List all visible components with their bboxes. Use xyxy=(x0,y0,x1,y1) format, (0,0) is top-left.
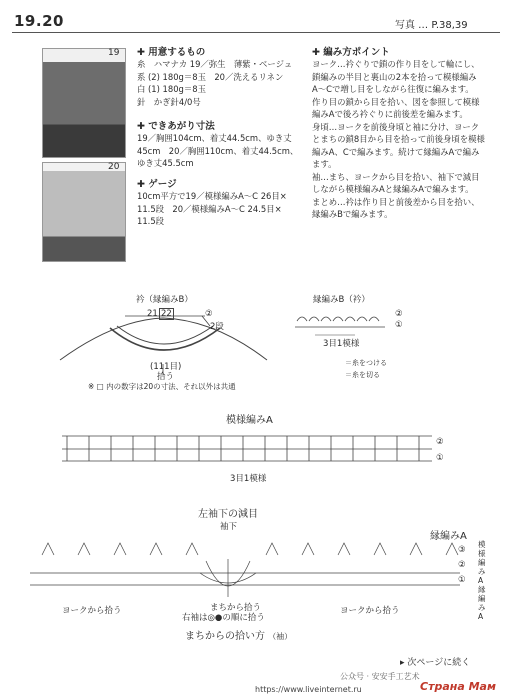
edging-a-vertical-label: 模様編みA縁編みA xyxy=(478,540,486,621)
collar-rows: 2段 xyxy=(210,322,224,332)
sleeve-title: 左袖下の減目 xyxy=(198,509,258,520)
pattern-a-chart xyxy=(62,425,432,470)
collar-rows-num: ② xyxy=(205,309,213,319)
wechat-label: 公众号 · 安安手工艺术 xyxy=(340,672,420,681)
legend-attach: ＝糸をつける xyxy=(345,359,387,367)
watermark-logo: Страна Мам xyxy=(420,680,496,693)
edging-b-title: 縁編みB（衿） xyxy=(313,295,370,305)
legend-cut: ＝糸を切る xyxy=(345,371,380,379)
collar-pickup: 拾う xyxy=(157,372,175,382)
pattern-a-row1: ① xyxy=(436,453,444,463)
materials-title: ✚ 用意するもの xyxy=(137,47,206,58)
edging-b-repeat: 3目1模様 xyxy=(323,339,360,349)
points-text: ヨーク…衿ぐりで鎖の作り目をして輪にし、 鎖編みの半目と裏山の2本を拾って模様編み A～Cで増し目をしながら往復に編みます。 作り目の鎖から目を拾い、図を参照して模様 編みAで後ろ衿ぐりに前後差を編みます。 身頃…ヨークを前後身頃と袖に分け、ヨーク とまちの鎖8目から目を拾って前後身頃を模様 編みA、Cで編みます。続けて縁編みAで編み ます。 袖…まち、ヨークから目を拾い、袖下で減目 しながら模様編みAと縁編みAで編みます。 まとめ…衿は作り目と前後差から目を拾い、 縁編みBで編みます。 xyxy=(312,59,485,219)
photo-label-19: 19 xyxy=(108,48,120,58)
sleeve-pick-left: ヨークから拾う xyxy=(62,606,122,616)
sleeve-pick-right: ヨークから拾う xyxy=(340,606,400,616)
points-section xyxy=(312,44,507,221)
gusset-pick: まちから拾う xyxy=(210,603,262,613)
source-url: https://www.liveinternet.ru xyxy=(255,685,362,694)
gusset-caption: まちからの拾い方 （袖） xyxy=(185,631,293,642)
collar-count-left: 21 xyxy=(147,309,158,319)
collar-count-box: 22 xyxy=(161,309,172,319)
edging-a-title: 縁編みA xyxy=(430,531,467,542)
finished-size-title: ✚ できあがり寸法 xyxy=(137,121,215,132)
sleeve-row1: ① xyxy=(458,575,466,585)
finished-size-text: 19／胸囲104cm、着丈44.5cm、ゆき丈 45cm 20／胸囲110cm、着丈44.5cm、 ゆき丈45.5cm xyxy=(137,133,299,168)
pattern-a-title: 模様編みA xyxy=(226,415,273,426)
finished-size-section xyxy=(137,118,312,170)
photo-sweater-19 xyxy=(42,48,126,158)
edging-b-diagram xyxy=(295,307,395,339)
edging-b-row1: ① xyxy=(395,320,403,330)
edging-b-row2: ② xyxy=(395,309,403,319)
next-page-note: ▸ 次ページに続く xyxy=(400,658,471,668)
photo-top-20 xyxy=(42,162,126,262)
sleeve-row2: ② xyxy=(458,560,466,570)
materials-section xyxy=(137,44,312,108)
collar-title: 衿（縁編みB） xyxy=(136,295,193,305)
right-sleeve-order: 右袖は◎●の順に拾う xyxy=(182,613,265,623)
page-number: 19.20 xyxy=(14,12,64,30)
gauge-title: ✚ ゲージ xyxy=(137,179,177,190)
header-rule xyxy=(12,32,500,33)
points-title: ✚ 編み方ポイント xyxy=(312,47,390,58)
collar-pickup-count: (111目) xyxy=(150,362,182,372)
sleeve-row3: ③ xyxy=(458,545,466,555)
size-note: ※ □ 内の数字は20の寸法、それ以外は共通 xyxy=(88,382,236,391)
materials-text: 糸 ハマナカ 19／弥生 薄紫・ベージュ 系 (2) 180g＝8玉 20／洗えるリネン 白 (1) 180g＝8玉 針 かぎ針4/0号 xyxy=(137,59,293,107)
photo-label-20: 20 xyxy=(108,162,120,172)
sleeve-chart xyxy=(30,535,465,610)
pattern-a-row2: ② xyxy=(436,437,444,447)
photo-reference: 写真 … P.38,39 xyxy=(395,20,468,31)
gauge-text: 10cm平方で19／模様編みA～C 26目× 11.5段 20／模様編みA～C 24.5目× 11.5段 xyxy=(137,191,287,226)
pattern-a-repeat: 3目1模様 xyxy=(230,474,267,484)
gauge-section xyxy=(137,176,312,228)
sleeve-under: 袖下 xyxy=(220,522,238,532)
